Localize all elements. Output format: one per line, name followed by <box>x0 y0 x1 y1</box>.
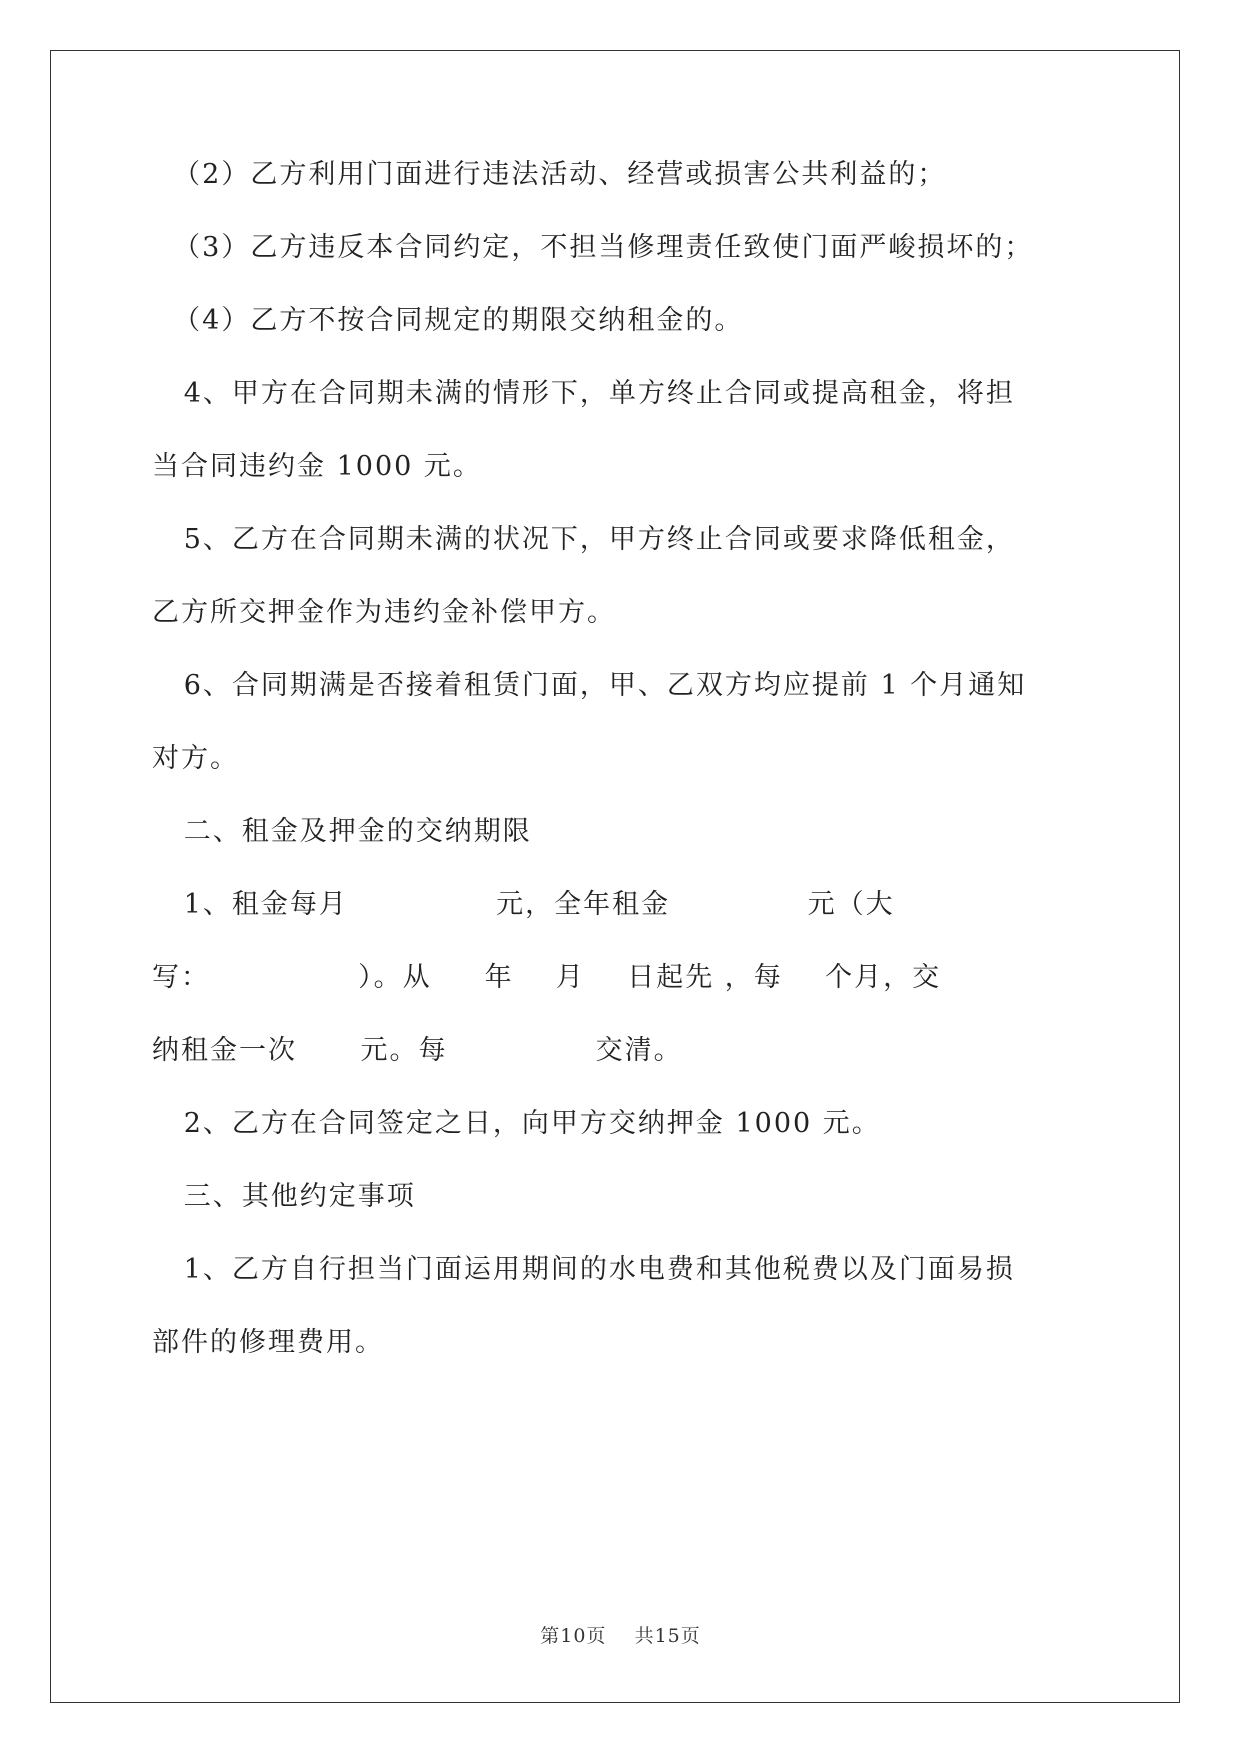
paragraph-4-line-2: 当合同违约金 1000 元。 <box>152 451 482 482</box>
rent-clause-line-3: 纳租金一次 元。每 交清。 <box>152 1035 683 1066</box>
paragraph-6-line-2: 对方。 <box>152 743 239 774</box>
rent-clause-line-2: 写： ）。从 年 月 日起先 ，每 个月，交 <box>152 962 942 993</box>
paragraph-5-line-2: 乙方所交押金作为违约金补偿甲方。 <box>152 597 616 628</box>
other-clause-line-1: 1、乙方自行担当门面运用期间的水电费和其他税费以及门面易损 <box>152 1254 1015 1285</box>
paragraph-4-line-1: 4、甲方在合同期未满的情形下，单方终止合同或提高租金，将担 <box>152 378 1015 409</box>
clause-4-line: （4）乙方不按合同规定的期限交纳租金的。 <box>152 305 744 336</box>
other-clause-line-2: 部件的修理费用。 <box>152 1327 384 1358</box>
section-2-heading: 二、租金及押金的交纳期限 <box>152 816 532 847</box>
deposit-clause-line: 2、乙方在合同签定之日，向甲方交纳押金 1000 元。 <box>152 1108 881 1139</box>
paragraph-5-line-1: 5、乙方在合同期未满的状况下，甲方终止合同或要求降低租金， <box>152 524 1015 555</box>
paragraph-6-line-1: 6、合同期满是否接着租赁门面，甲、乙双方均应提前 1 个月通知 <box>152 670 1027 701</box>
page-border <box>50 50 1180 1703</box>
rent-clause-line-1: 1、租金每月 元，全年租金 元（大 <box>152 889 895 920</box>
page-number-footer: 第10页 共15页 <box>540 1625 701 1647</box>
clause-3-line: （3）乙方违反本合同约定，不担当修理责任致使门面严峻损坏的； <box>152 232 1034 263</box>
clause-2-line: （2）乙方利用门面进行违法活动、经营或损害公共利益的； <box>152 159 947 190</box>
section-3-heading: 三、其他约定事项 <box>152 1181 416 1212</box>
